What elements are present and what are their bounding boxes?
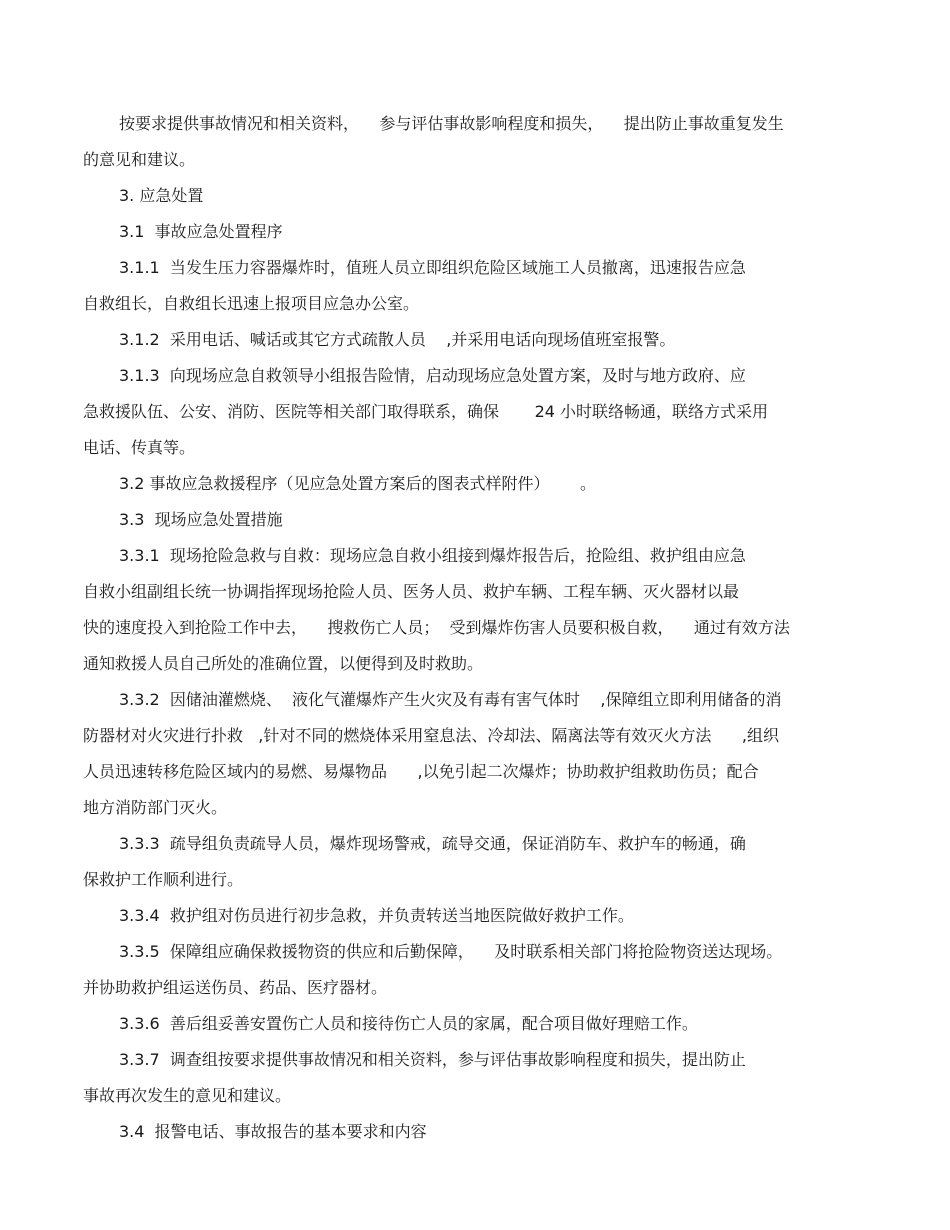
text-line: 地方消防部门灭火。 xyxy=(83,798,228,817)
text-line: 3.3.6 善后组妥善安置伤亡人员和接待伤亡人员的家属，配合项目做好理赔工作。 xyxy=(119,1014,698,1033)
text-line: 3.3 现场应急处置措施 xyxy=(119,510,283,529)
text-line: 按要求提供事故情况和相关资料， 参与评估事故影响程度和损失， 提出防止事故重复发生 xyxy=(119,114,784,133)
paragraph xyxy=(83,358,843,466)
text-line: 的意见和建议。 xyxy=(83,150,196,169)
text-line: 3.1.3 向现场应急自救领导小组报告险情，启动现场应急处置方案，及时与地方政府、应 xyxy=(119,366,746,385)
paragraph xyxy=(83,322,843,358)
text-line: 人员迅速转移危险区域内的易燃、易爆物品 ,以免引起二次爆炸；协助救护组救助伤员；配合 xyxy=(83,762,759,781)
text-line: 电话、传真等。 xyxy=(83,438,196,457)
paragraph xyxy=(83,934,843,1006)
text-line: 防器材对火灾进行扑救 ,针对不同的燃烧体采用窒息法、冷却法、隔离法等有效灭火方法 ,组织 xyxy=(83,726,779,745)
text-line: 3.3.5 保障组应确保救援物资的供应和后勤保障， 及时联系相关部门将抢险物资送达现场。 xyxy=(119,942,783,961)
paragraph xyxy=(83,682,843,826)
paragraph xyxy=(83,538,843,682)
text-line: 3.1.2 采用电话、喊话或其它方式疏散人员 ,并采用电话向现场值班室报警。 xyxy=(119,330,676,349)
text-line: 通知救援人员自己所处的准确位置，以便得到及时救助。 xyxy=(83,654,484,673)
text-line: 3.3.7 调查组按要求提供事故情况和相关资料，参与评估事故影响程度和损失，提出防止 xyxy=(119,1050,746,1069)
text-line: 事故再次发生的意见和建议。 xyxy=(83,1086,292,1105)
paragraph xyxy=(83,898,843,934)
text-line: 3.1.1 当发生压力容器爆炸时，值班人员立即组织危险区域施工人员撤离，迅速报告应急 xyxy=(119,258,746,277)
text-line: 3.3.2 因储油灌燃烧、 液化气灌爆炸产生火灾及有毒有害气体时 ,保障组立即利用储备的消 xyxy=(119,690,782,709)
paragraph xyxy=(83,1006,843,1042)
paragraph xyxy=(83,106,843,178)
text-line: 自救组长，自救组长迅速上报项目应急办公室。 xyxy=(83,294,420,313)
text-line: 3.1 事故应急处置程序 xyxy=(119,222,283,241)
text-line: 快的速度投入到抢险工作中去， 搜救伤亡人员； 受到爆炸伤害人员要积极自救， 通过有效方法 xyxy=(83,618,790,637)
text-line: 3.4 报警电话、事故报告的基本要求和内容 xyxy=(119,1122,427,1141)
text-line: 自救小组副组长统一协调指挥现场抢险人员、医务人员、救护车辆、工程车辆、灭火器材以最 xyxy=(83,582,740,601)
text-line: 3.2 事故应急救援程序（见应急处置方案后的图表式样附件） 。 xyxy=(119,474,597,493)
text-line: 3.3.3 疏导组负责疏导人员，爆炸现场警戒，疏导交通，保证消防车、救护车的畅通，确 xyxy=(119,834,746,853)
paragraph xyxy=(83,214,843,250)
paragraph xyxy=(83,1114,843,1150)
text-line: 3.3.1 现场抢险急救与自救：现场应急自救小组接到爆炸报告后，抢险组、救护组由应急 xyxy=(119,546,746,565)
text-line: 3. 应急处置 xyxy=(119,186,204,205)
paragraph xyxy=(83,250,843,322)
text-line: 并协助救护组运送伤员、药品、医疗器材。 xyxy=(83,978,388,997)
paragraph xyxy=(83,178,843,214)
text-line: 3.3.4 救护组对伤员进行初步急救，并负责转送当地医院做好救护工作。 xyxy=(119,906,634,925)
text-line: 急救援队伍、公安、消防、医院等相关部门取得联系，确保 24 小时联络畅通，联络方式采用 xyxy=(83,402,769,421)
paragraph xyxy=(83,826,843,898)
paragraph xyxy=(83,466,843,502)
paragraph xyxy=(83,502,843,538)
document-body xyxy=(83,106,843,1150)
text-line: 保救护工作顺利进行。 xyxy=(83,870,244,889)
paragraph xyxy=(83,1042,843,1114)
